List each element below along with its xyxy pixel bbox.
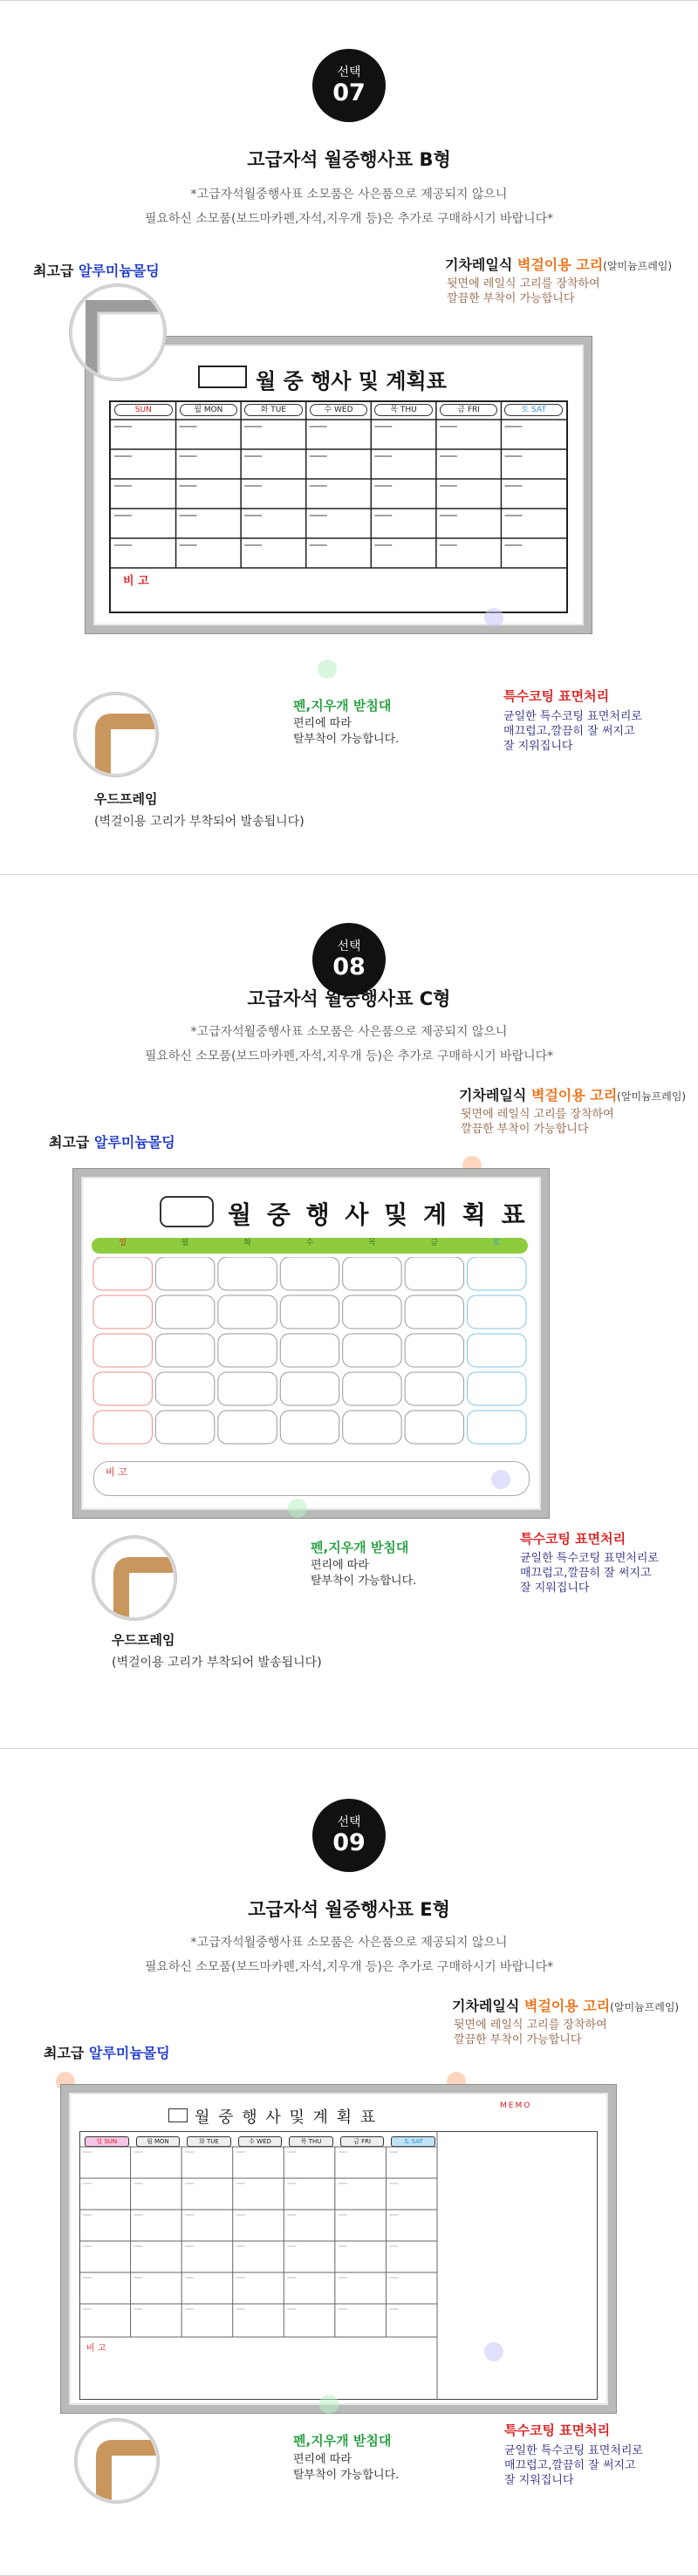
option-section-08 xyxy=(0,875,698,1749)
weekday-header: 토 SAT xyxy=(391,2136,435,2147)
wood-corner-icon xyxy=(95,1539,176,1620)
calendar-cell xyxy=(468,1295,526,1329)
calendar-grid-lines xyxy=(111,402,566,612)
pen-desc-line1: 편리에 따라 xyxy=(293,717,352,730)
weekday-header: 월 xyxy=(181,1239,189,1247)
weekday-header: 금 FRI xyxy=(340,2136,385,2147)
calendar-cell xyxy=(468,1257,526,1290)
calendar-cell xyxy=(155,1334,214,1367)
rail-highlight: 벽걸이용 고리 xyxy=(524,1998,611,2014)
pen-tray-title: 펜,지우개 받침대 xyxy=(293,698,392,714)
calendar-cell xyxy=(218,1411,277,1444)
weekday-header: 목 THU xyxy=(289,2136,333,2147)
coating-desc xyxy=(520,1551,659,1595)
calendar-cell xyxy=(280,1411,339,1444)
alu-prefix: 최고급 xyxy=(49,1134,94,1151)
weekday-header: SUN xyxy=(114,404,173,416)
calendar-cell xyxy=(468,1411,526,1444)
coating-title: 특수코팅 표면처리 xyxy=(520,1531,626,1547)
section-title: 고급자석 월중행사표 E형 xyxy=(248,1899,450,1920)
option-badge xyxy=(312,49,386,122)
rail-prefix: 기차레일식 xyxy=(452,1998,524,2014)
board-title: 월 중 행 사 및 계 획 표 xyxy=(195,2108,378,2127)
rail-hook-desc xyxy=(461,1107,614,1137)
coat-desc-line3: 잘 지워집니다 xyxy=(520,1582,590,1595)
memo-label: MEMO xyxy=(500,2101,532,2110)
rail-suffix: (알미늄프레임) xyxy=(603,260,673,272)
remark-label: 비 고 xyxy=(86,2344,106,2354)
pen-tray-desc xyxy=(293,716,399,748)
board-image xyxy=(73,1169,549,1518)
section-note-line2: 필요하신 소모품(보드마카펜,자석,지우개 등)은 추가로 구매하시기 바랍니다* xyxy=(144,1960,554,1974)
coat-desc-line2: 매끄럽고,깔끔히 잘 써지고 xyxy=(520,1567,652,1580)
calendar-cell xyxy=(280,1334,339,1367)
board-image xyxy=(61,2085,616,2413)
calendar-cell xyxy=(218,1295,277,1329)
rail-hook-label xyxy=(452,1995,679,2015)
wood-zoom-circle xyxy=(92,1536,176,1620)
calendar-cell xyxy=(155,1372,214,1405)
coat-desc-line1: 균일한 특수코팅 표면처리로 xyxy=(520,1552,659,1565)
aluminum-molding-label xyxy=(49,1131,175,1151)
calendar-cell xyxy=(155,1257,214,1290)
board-title: 월 중 행 사 및 계 획 표 xyxy=(228,1200,529,1229)
section-note-line2: 필요하신 소모품(보드마카펜,자석,지우개 등)은 추가로 구매하시기 바랍니다* xyxy=(144,1049,554,1063)
calendar-cell xyxy=(405,1257,463,1290)
calendar-cell xyxy=(93,1334,152,1367)
weekday-header: 금 FRI xyxy=(440,404,498,416)
coating-marker xyxy=(491,1470,510,1489)
calendar-cell xyxy=(93,1257,152,1290)
badge-number: 07 xyxy=(332,79,366,106)
coating-marker xyxy=(484,2342,503,2361)
coat-desc-line1: 균일한 특수코팅 표면처리로 xyxy=(503,710,642,723)
wood-frame-desc: (벽걸이용 고리가 부착되어 발송됩니다) xyxy=(112,1656,322,1670)
weekday-header: 화 TUE xyxy=(244,404,303,416)
remark-box xyxy=(93,1461,530,1496)
pen-desc-line1: 편리에 따라 xyxy=(293,2453,352,2466)
calendar-cell xyxy=(343,1372,401,1405)
coating-title: 특수코팅 표면처리 xyxy=(503,688,610,704)
section-title: 고급자석 월중행사표 B형 xyxy=(247,149,451,170)
badge-label: 선택 xyxy=(337,1815,361,1829)
pen-tray-marker xyxy=(318,659,337,679)
rail-desc-line2: 깔끔한 부착이 가능합니다 xyxy=(461,1123,589,1136)
option-section-07 xyxy=(0,0,698,875)
pen-tray-marker xyxy=(288,1499,307,1518)
rail-desc-line1: 뒷면에 레일식 고리를 장착하여 xyxy=(461,1108,614,1121)
alu-prefix: 최고급 xyxy=(33,263,79,279)
rail-hook-label xyxy=(459,1084,686,1104)
weekday-header: 목 xyxy=(368,1239,376,1247)
weekday-header: 화 xyxy=(243,1239,251,1247)
rail-desc-line1: 뒷면에 레일식 고리를 장착하여 xyxy=(454,2019,607,2032)
pen-desc-line1: 편리에 따라 xyxy=(311,1559,369,1572)
rail-suffix: (알미늄프레임) xyxy=(617,1090,687,1103)
pen-tray-marker xyxy=(319,2395,339,2414)
pen-tray-title: 펜,지우개 받침대 xyxy=(311,1540,409,1555)
weekday-header: 수 WED xyxy=(310,404,368,416)
remark-label: 비 고 xyxy=(123,575,149,588)
board-title: 월 중 행사 및 계획표 xyxy=(256,369,447,393)
rail-desc-line2: 깔끔한 부착이 가능합니다 xyxy=(447,292,575,305)
calendar-cell xyxy=(93,1295,152,1329)
weekday-header: 토 xyxy=(492,1239,501,1247)
calendar-cell xyxy=(343,1257,401,1290)
remark-label: 비 고 xyxy=(106,1466,127,1478)
weekday-header: 목 THU xyxy=(374,404,433,416)
month-box xyxy=(198,366,247,388)
calendar-cell xyxy=(468,1334,526,1367)
option-badge xyxy=(312,1799,386,1872)
coating-desc xyxy=(503,709,642,754)
calendar-cell xyxy=(93,1372,152,1405)
calendar-cell xyxy=(280,1257,339,1290)
weekday-header: 수 xyxy=(305,1239,314,1247)
alu-prefix: 최고급 xyxy=(44,2045,89,2061)
calendar-cell xyxy=(218,1334,277,1367)
weekday-header: 토 SAT xyxy=(504,404,563,416)
month-box xyxy=(160,1196,214,1227)
pen-tray-desc xyxy=(293,2452,399,2484)
pen-desc-line2: 탈부착이 가능합니다. xyxy=(311,1575,417,1588)
weekday-header: 일 SUN xyxy=(85,2136,129,2147)
wood-zoom-circle xyxy=(74,693,158,776)
aluminum-molding-label xyxy=(33,260,160,280)
rail-hook-label xyxy=(445,254,672,274)
coat-desc-line2: 매끄럽고,깔끔히 잘 써지고 xyxy=(503,725,635,738)
badge-number: 09 xyxy=(332,1829,366,1856)
weekday-header: 월 MON xyxy=(136,2136,181,2147)
aluminum-molding-label xyxy=(44,2042,170,2062)
wood-frame-desc: (벽걸이용 고리가 부착되어 발송됩니다) xyxy=(94,815,305,829)
alu-highlight: 알루미늄몰딩 xyxy=(93,1134,175,1151)
wood-frame-title: 우드프레임 xyxy=(112,1632,175,1648)
rail-hook-desc xyxy=(454,2018,607,2047)
weekday-header: 화 TUE xyxy=(187,2136,231,2147)
coat-desc-line3: 잘 지워집니다 xyxy=(504,2474,574,2487)
badge-number: 08 xyxy=(332,953,366,981)
calendar-cell xyxy=(280,1372,339,1405)
wood-corner-icon xyxy=(77,695,158,776)
calendar-header-row xyxy=(92,1236,528,1252)
calendar-cell xyxy=(343,1295,401,1329)
calendar-cell xyxy=(343,1334,401,1367)
month-box xyxy=(168,2108,188,2122)
calendar-cell xyxy=(405,1372,463,1405)
calendar-cell xyxy=(280,1295,339,1329)
board-image xyxy=(86,337,592,633)
wood-frame-title: 우드프레임 xyxy=(94,791,158,807)
calendar-grid-lines xyxy=(79,2131,599,2400)
calendar-grid xyxy=(109,400,568,613)
calendar-cell xyxy=(218,1257,277,1290)
badge-label: 선택 xyxy=(337,940,361,953)
weekday-header: 금 xyxy=(430,1239,439,1247)
weekday-header: 수 WED xyxy=(238,2136,283,2147)
weekday-header: 일 xyxy=(119,1239,127,1247)
calendar-cell xyxy=(343,1411,401,1444)
rail-hook-desc xyxy=(447,277,600,306)
rail-prefix: 기차레일식 xyxy=(459,1087,531,1104)
calendar-grid-cells xyxy=(90,1257,535,1493)
calendar-cell xyxy=(468,1372,526,1405)
calendar-cell xyxy=(405,1295,463,1329)
rail-prefix: 기차레일식 xyxy=(445,256,517,273)
calendar-cell xyxy=(155,1295,214,1329)
section-note-line1: *고급자석월중행사표 소모품은 사은품으로 제공되지 않으니 xyxy=(190,188,508,202)
section-note-line1: *고급자석월중행사표 소모품은 사은품으로 제공되지 않으니 xyxy=(190,1025,508,1039)
section-note-line2: 필요하신 소모품(보드마카펜,자석,지우개 등)은 추가로 구매하시기 바랍니다* xyxy=(144,212,554,226)
weekday-header: 월 MON xyxy=(180,404,238,416)
coat-desc-line1: 균일한 특수코팅 표면처리로 xyxy=(504,2444,643,2457)
pen-desc-line2: 탈부착이 가능합니다. xyxy=(293,2469,400,2482)
calendar-cell xyxy=(93,1411,152,1444)
coat-desc-line2: 매끄럽고,깔끔히 잘 써지고 xyxy=(504,2459,636,2472)
rail-highlight: 벽걸이용 고리 xyxy=(530,1087,618,1104)
calendar-cell xyxy=(405,1411,463,1444)
coat-desc-line3: 잘 지워집니다 xyxy=(503,740,573,753)
pen-tray-desc xyxy=(311,1558,416,1589)
alu-highlight: 알루미늄몰딩 xyxy=(88,2045,170,2061)
coating-desc xyxy=(504,2443,643,2488)
option-section-09 xyxy=(0,1749,698,2576)
aluminum-zoom-circle xyxy=(70,284,166,380)
coating-title: 특수코팅 표면처리 xyxy=(504,2422,611,2438)
coating-marker xyxy=(484,608,503,627)
rail-desc-line1: 뒷면에 레일식 고리를 장착하여 xyxy=(447,277,600,290)
pen-desc-line2: 탈부착이 가능합니다. xyxy=(293,733,400,746)
rail-desc-line2: 깔끔한 부착이 가능합니다 xyxy=(454,2033,582,2046)
rail-highlight: 벽걸이용 고리 xyxy=(517,256,604,273)
calendar-cell xyxy=(218,1372,277,1405)
rail-suffix: (알미늄프레임) xyxy=(610,2001,680,2013)
section-note-line1: *고급자석월중행사표 소모품은 사은품으로 제공되지 않으니 xyxy=(190,1936,508,1950)
calendar-cell xyxy=(155,1411,214,1444)
wood-corner-icon xyxy=(78,2422,159,2503)
badge-label: 선택 xyxy=(337,65,361,79)
section-title: 고급자석 월중행사표 C형 xyxy=(247,988,451,1009)
alu-highlight: 알루미늄몰딩 xyxy=(78,263,160,279)
pen-tray-title: 펜,지우개 받침대 xyxy=(293,2433,392,2449)
calendar-cell xyxy=(405,1334,463,1367)
wood-zoom-circle xyxy=(75,2419,159,2503)
